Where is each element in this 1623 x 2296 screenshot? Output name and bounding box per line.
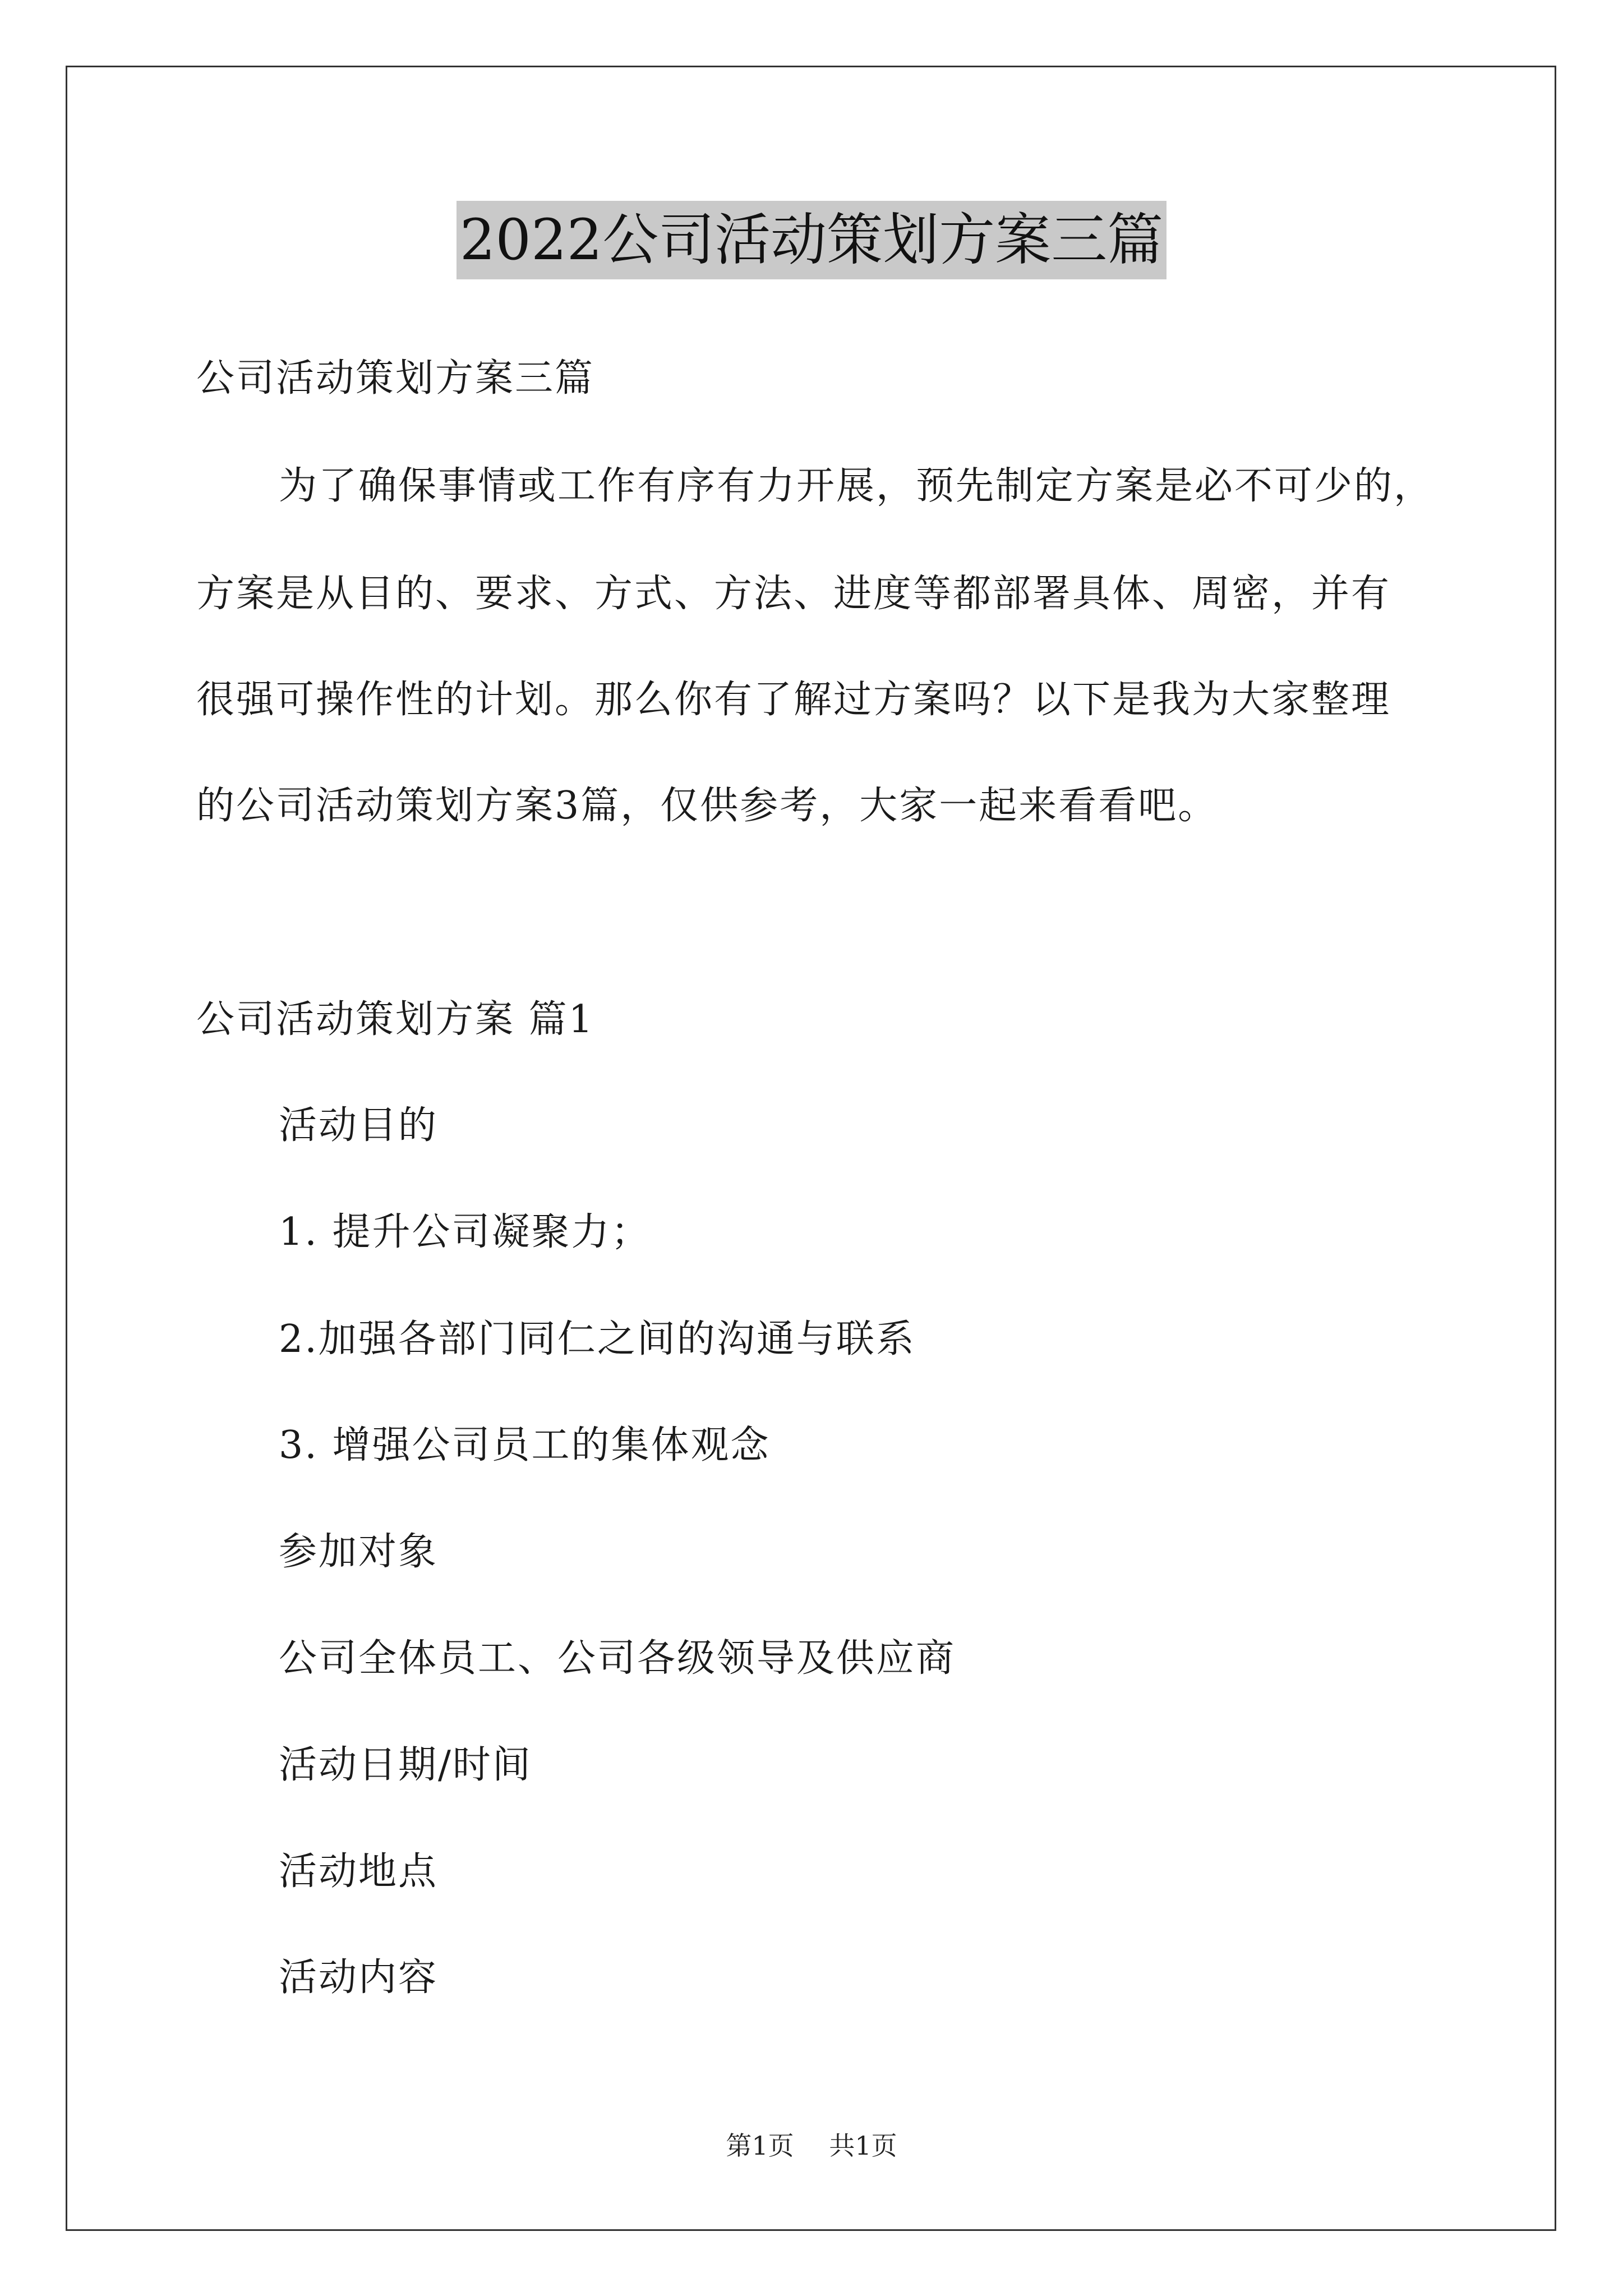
list-item: 1. 提升公司凝聚力； [279,1210,651,1254]
page-footer [0,2129,1623,2162]
list-item: 参加对象 [279,1530,439,1574]
list-item: 活动地点 [279,1849,439,1894]
list-item: 活动内容 [279,1955,439,2000]
document-title: 2022公司活动策划方案三篇 [457,201,1167,279]
page-number: 第1页 [726,2131,794,2161]
list-item: 公司全体员工、公司各级领导及供应商 [279,1636,956,1681]
title-container [0,201,1623,279]
list-item: 3. 增强公司员工的集体观念 [279,1423,771,1467]
intro-line-3: 很强可操作性的计划。那么你有了解过方案吗？以下是我为大家整理 [196,678,1391,722]
intro-line-4: 的公司活动策划方案3篇，仅供参考，大家一起来看看吧。 [196,784,1218,828]
page-total: 共1页 [829,2131,897,2161]
intro-line-1: 为了确保事情或工作有序有力开展，预先制定方案是必不可少的， [279,464,1434,508]
list-item: 活动日期/时间 [279,1743,532,1787]
list-item: 活动目的 [279,1103,439,1148]
list-item: 2.加强各部门同仁之间的沟通与联系 [279,1317,916,1361]
intro-line-2: 方案是从目的、要求、方式、方法、进度等都部署具体、周密，并有 [196,572,1391,616]
section-heading: 公司活动策划方案 篇1 [196,997,594,1042]
document-subtitle: 公司活动策划方案三篇 [196,356,595,401]
